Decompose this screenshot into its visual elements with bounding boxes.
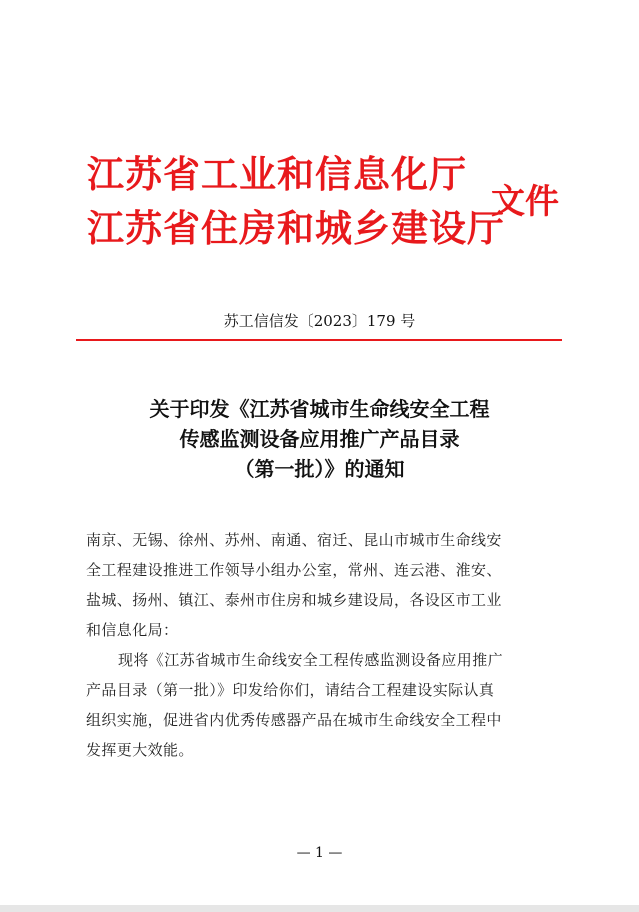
- addressee-line: 南京、无锡、徐州、苏州、南通、宿迁、昆山市城市生命线安: [86, 531, 502, 549]
- body-text: [86, 525, 561, 765]
- paragraph-line: 产品目录（第一批）》印发给你们，请结合工程建设实际认真: [86, 681, 495, 699]
- page-number: — 1 —: [296, 845, 343, 861]
- red-divider: [76, 339, 562, 341]
- paragraph-line: 现将《江苏省城市生命线安全工程传感监测设备应用推广: [118, 651, 504, 669]
- agency-name-1: 江苏省工业和信息化厅: [87, 152, 467, 196]
- paragraph-line: 组织实施，促进省内优秀传感器产品在城市生命线安全工程中: [86, 711, 502, 729]
- red-header: [87, 152, 567, 272]
- addressee-line: 全工程建设推进工作领导小组办公室，常州、连云港、淮安、: [86, 561, 502, 579]
- addressee-line: 和信息化局：: [86, 621, 179, 639]
- addressee-line: 盐城、扬州、镇江、泰州市住房和城乡建设局，各设区市工业: [86, 591, 502, 609]
- document-suffix: 文件: [491, 182, 559, 222]
- title-line: （第一批）》的通知: [234, 457, 405, 481]
- title-line: 传感监测设备应用推广产品目录: [179, 427, 460, 451]
- document-title: [0, 394, 639, 484]
- paragraph-line: 发挥更大效能。: [86, 741, 194, 759]
- document-number: 苏工信信发〔2023〕179 号: [223, 312, 416, 330]
- title-line: 关于印发《江苏省城市生命线安全工程: [149, 397, 490, 421]
- page-bottom-edge: [0, 905, 639, 912]
- agency-name-2: 江苏省住房和城乡建设厅: [87, 206, 505, 250]
